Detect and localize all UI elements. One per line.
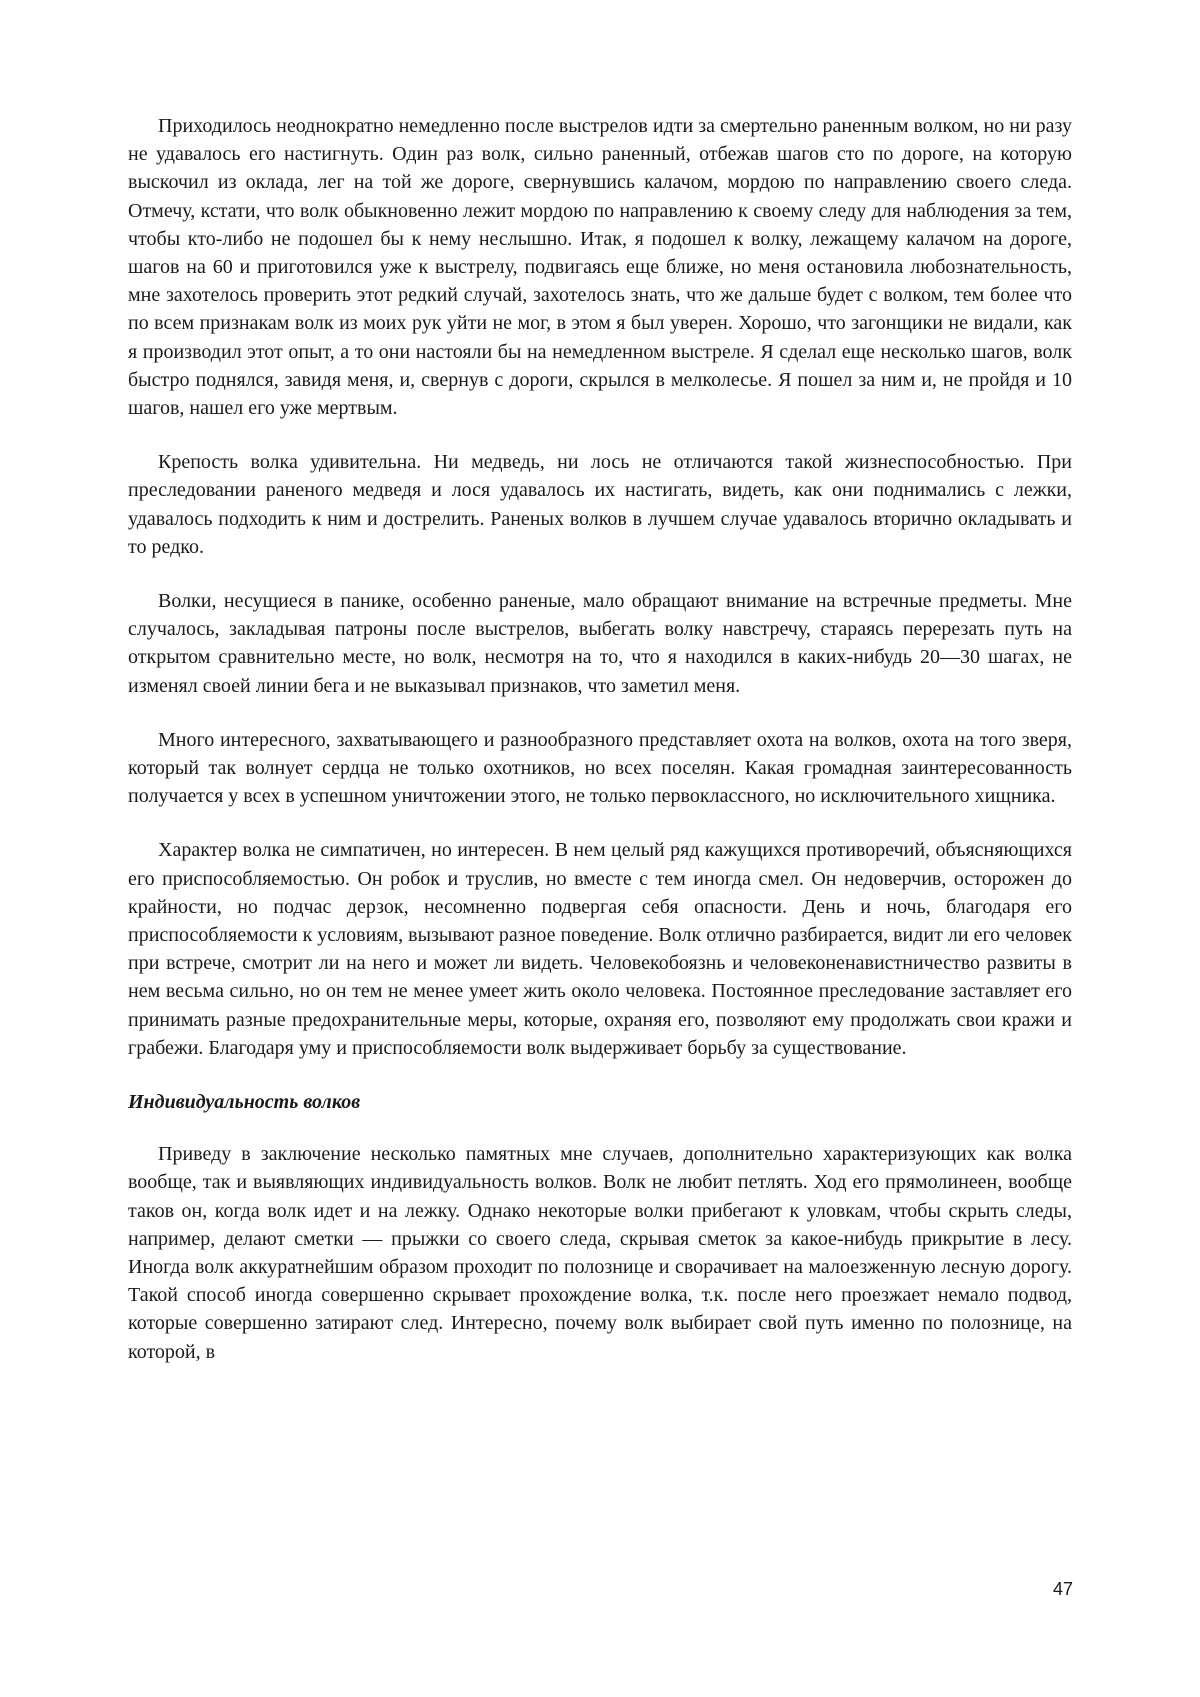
paragraph-5: Характер волка не симпатичен, но интересен. В нем целый ряд кажущихся противоречий, объясняющихся его приспособляемостью. Он робок и труслив, но вместе с тем иногда смел. Он недоверчив, осторожен до крайности, но подчас дерзок, несомненно подвергая себя опасности. День и ночь, благодаря его приспособляемости к условиям, вызывают разное поведение. Волк отлично разбирается, видит ли его человек при встрече, смотрит ли на него и может ли видеть. Человекобоязнь и человеконенавистничество развиты в нем весьма сильно, но он тем не менее умеет жить около человека. Постоянное преследование заставляет его принимать разные предохранительные меры, которые, охраняя его, позволяют ему продолжать свои кражи и грабежи. Благодаря уму и приспособляемости волк выдерживает борьбу за существование.: [128, 839, 1072, 1059]
page-content: [128, 112, 1072, 1392]
paragraph-6: Приведу в заключение несколько памятных мне случаев, дополнительно характеризующих как волка вообще, так и выявляющих индивидуальность волков. Волк не любит петлять. Ход его прямолинеен, вообще таков он, когда волк идет и на лежку. Однако некоторые волки прибегают к уловкам, чтобы скрыть следы, например, делают сметки — прыжки со своего следа, скрывая сметок за какое-нибудь прикрытие в лесу. Иногда волк аккуратнейшим образом проходит по полознице и сворачивает на малоезженную лесную дорогу. Такой способ иногда совершенно скрывает прохождение волка, т.к. после него проезжает немало подвод, которые совершенно затирают след. Интересно, почему волк выбирает свой путь именно по полознице, на которой, в: [128, 1143, 1072, 1363]
page-number: 47: [1052, 1579, 1073, 1599]
section-heading: Индивидуальность волков: [128, 1091, 361, 1114]
paragraph-2: Крепость волка удивительна. Ни медведь, ни лось не отличаются такой жизнеспособностью. При преследовании раненого медведя и лося удавалось их настигать, видеть, как они поднимались с лежки, удавалось подходить к ним и дострелить. Раненых волков в лучшем случае удавалось вторично окладывать и то редко.: [128, 451, 1072, 558]
paragraph-4: Много интересного, захватывающего и разнообразного представляет охота на волков, охота на того зверя, который так волнует сердца не только охотников, но всех поселян. Какая громадная заинтересованность получается у всех в успешном уничтожении этого, не только первоклассного, но исключительного хищника.: [128, 728, 1072, 808]
paragraph-3: Волки, несущиеся в панике, особенно раненые, мало обращают внимание на встречные предметы. Мне случалось, закладывая патроны после выстрелов, выбегать волку навстречу, стараясь перерезать путь на открытом сравнительно месте, но волк, несмотря на то, что я находился в каких-нибудь 20—30 шагах, не изменял своей линии бега и не выказывал признаков, что заметил меня.: [128, 590, 1072, 697]
paragraph-1: Приходилось неоднократно немедленно после выстрелов идти за смертельно раненным волком, но ни разу не удавалось его настигнуть. Один раз волк, сильно раненный, отбежав шагов сто по дороге, на которую выскочил из оклада, лег на той же дороге, свернувшись калачом, мордою по направлению своего следа. Отмечу, кстати, что волк обыкновенно лежит мордою по направлению к своему следу для наблюдения за тем, чтобы кто-либо не подошел бы к нему неслышно. Итак, я подошел к волку, лежащему калачом на дороге, шагов на 60 и приготовился уже к выстрелу, подвигаясь еще ближе, но меня остановила любознательность, мне захотелось проверить этот редкий случай, захотелось знать, что же дальше будет с волком, тем более что по всем признакам волк из моих рук уйти не мог, в этом я был уверен. Хорошо, что загонщики не видали, как я производил этот опыт, а то они настояли бы на немедленном выстреле. Я сделал еще несколько шагов, волк быстро поднялся, завидя меня, и, свернув с дороги, скрылся в мелколесье. Я пошел за ним и, не пройдя и 10 шагов, нашел его уже мертвым.: [128, 115, 1072, 420]
